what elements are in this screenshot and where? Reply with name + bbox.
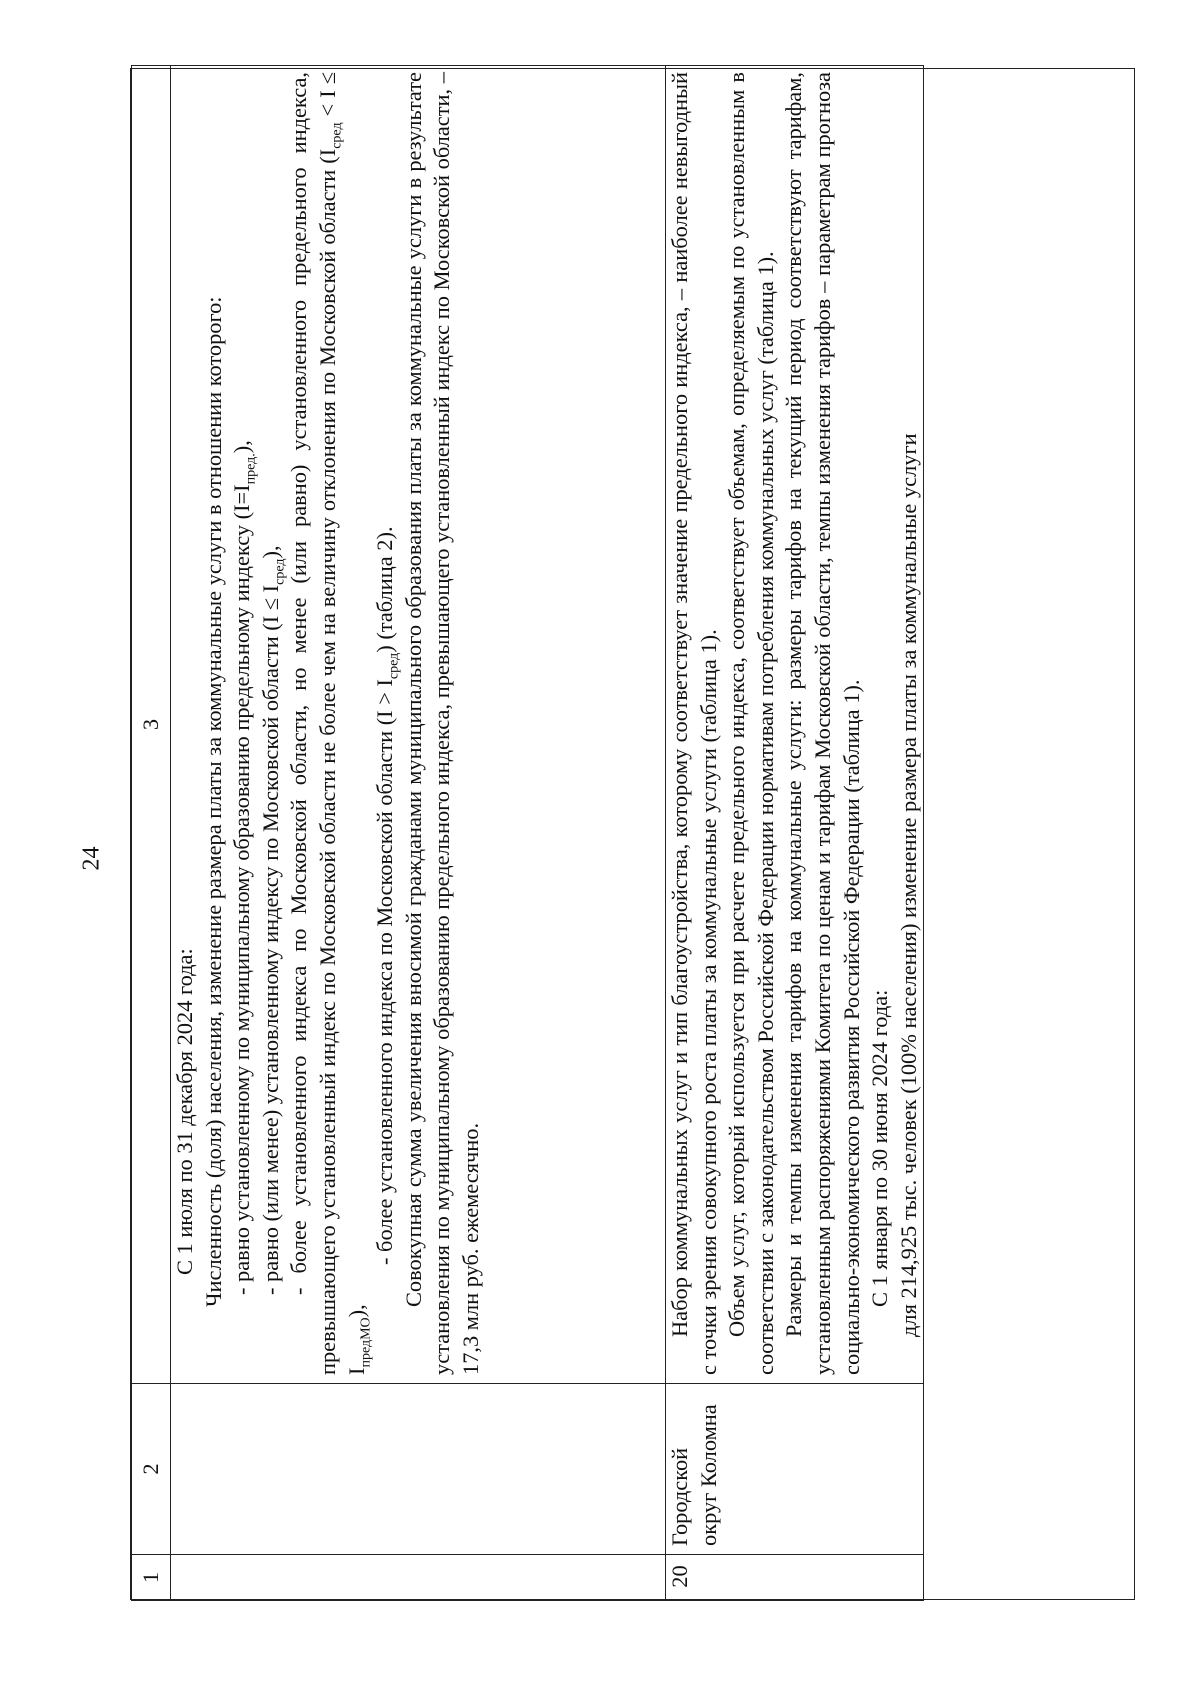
bullet-greater: - более установленного индекса по Московской области $(I > I_{сред})$ (таблица 2).	[372, 526, 402, 1265]
table-row-continued	[171, 66, 666, 1601]
total-increase-paragraph: Совокупная сумма увеличения вносимой гражданами муниципального образования платы за коммунальные услуги в результате установления по муниципальному образованию предельного индекса, превышающего установленный индекс по Московской области, – 17,3 млн руб. ежемесячно.	[400, 72, 483, 1375]
tariffs-paragraph: Размеры и темпы изменения тарифов на коммунальные услуги: размеры тарифов на текущий период соответствуют тарифам, установленным распоряжениями Комитета по ценам и тарифам Московской области, темпы изменения тарифов – параметрам прогноза социально-экономического развития Российской Федерации (таблица 1).	[781, 72, 864, 1375]
cell-row-number: 20	[666, 1555, 924, 1601]
cell-municipality: Городской округ Коломна	[666, 1384, 924, 1555]
table-row-20	[666, 66, 924, 1601]
cell-description	[171, 66, 666, 1384]
services-volume-paragraph: Объем услуг, который используется при расчете предельного индекса, соответствует объемам, определяемым по установленным в соответствии с законодательством Российской Федерации нормативам потребления коммунальных услуг (таблица 1).	[724, 72, 778, 1375]
bullet-equal-limit: - равно установленному по муниципальному образованию предельному индексу $(I=I_{пред.})$,	[229, 440, 259, 1295]
period-heading: С 1 января по 30 июня 2024 года:	[867, 989, 893, 1307]
cell-municipality	[171, 1384, 666, 1555]
period-heading: С 1 июля по 31 декабря 2024 года:	[172, 948, 197, 1275]
page-number: 24	[78, 846, 105, 871]
rotated-landscape-page	[131, 69, 1136, 1601]
document-table-frame	[130, 68, 1135, 1600]
population-share-paragraph: Численность (доля) населения, изменение размера платы за коммунальные услуги в отношении которого:	[200, 296, 226, 1307]
header-col-3: 3	[132, 66, 171, 1384]
services-set-paragraph: Набор коммунальных услуг и тип благоустройства, которому соответствует значение предельного индекса, – наиболее невыгодный с точки зрения совокупного роста платы за коммунальные услуги (таблица 1).	[667, 72, 721, 1375]
cell-description	[666, 66, 924, 1384]
cell-row-number	[171, 1555, 666, 1601]
table-header-row	[132, 66, 171, 1601]
bullet-less-or-equal: - равно (или менее) установленному индексу по Московской области $(I \le I_{сред})$,	[257, 545, 288, 1295]
header-col-2: 2	[132, 1384, 171, 1555]
header-col-1: 1	[132, 1555, 171, 1601]
bullet-between: - более установленного индекса по Московской области, но менее (или равно) установленного предельного индекса, превышающего установленный индекс по Московской области не более чем на величину отклонения по Московской области $(I_{сред} < I \le I_{предМО})$,	[286, 71, 374, 1375]
municipal-index-table	[131, 65, 924, 1601]
population-change-paragraph: для 214,925 тыс. человек (100% населения) изменение размера платы за коммунальные услуги	[895, 433, 921, 1337]
